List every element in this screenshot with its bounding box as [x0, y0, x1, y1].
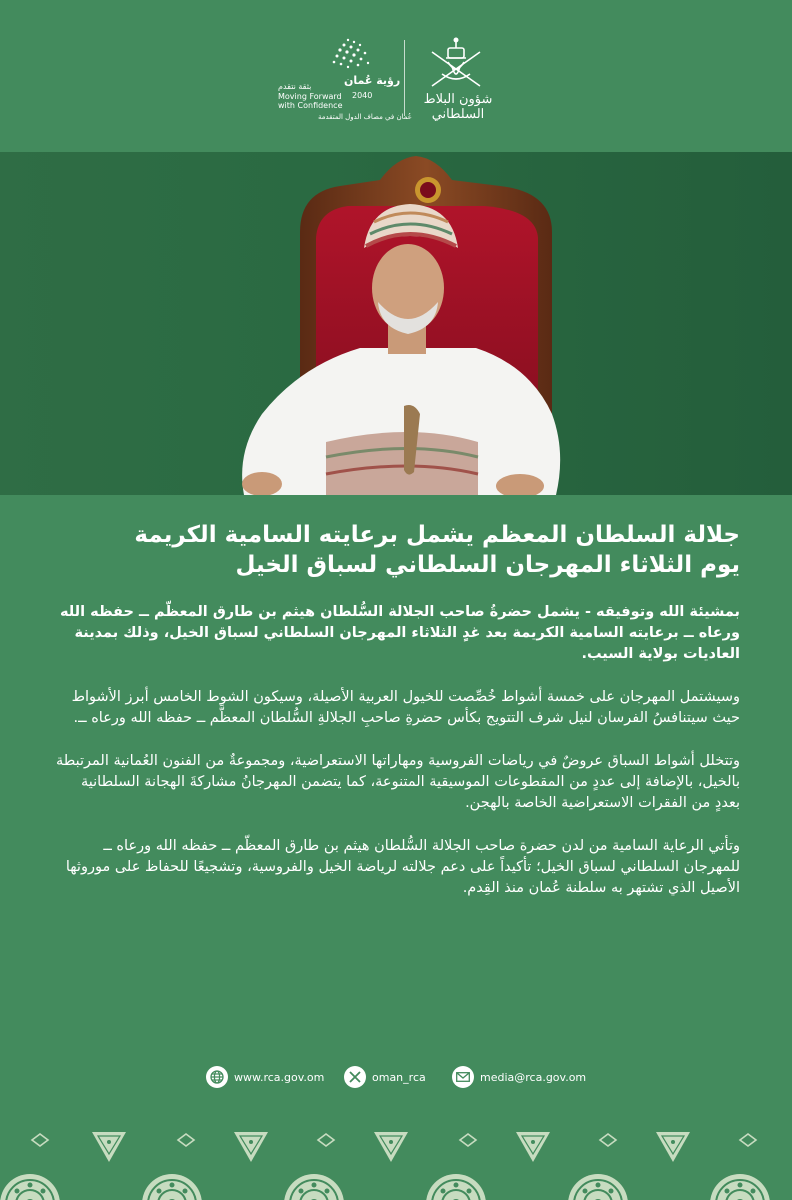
mail-icon [452, 1066, 474, 1088]
paragraph-1: بمشيئة الله وتوفيقه - يشمل حضرةُ صاحب الجلالة السُّلطان هيثم بن طارق المعظّم ــ حفظه الله ورعاه ــ برعايته السامية الكريمة بعد غدٍ الثلاثاء المهرجان السلطاني لسباق الخيل، وذلك بمدينة العاديات بولاية السيب. [59, 604, 740, 662]
paragraph-3: وتتخلل أشواط السباق عروضٌ في رياضات الفروسية ومهاراتها الاستعراضية، ومجموعةٌ من الفنون العُمانية المرتبطة بالخيل، بالإضافة إلى عددٍ من المقطوعات الموسيقية المتنوعة، كما يتضمن المهرجانُ مشاركةَ الهجانة السلطانية بعددٍ من الفقرات الاستعراضية الخاصة بالهجن. [55, 753, 740, 811]
globe-icon [206, 1066, 228, 1088]
crest-icon [418, 34, 494, 94]
crest-caption: شؤون البلاط السلطاني [423, 92, 493, 122]
website-text: www.rca.gov.om [234, 1070, 325, 1084]
vision-year: 2040 [352, 91, 373, 100]
email-text: media@rca.gov.om [480, 1070, 587, 1084]
decorative-footer-pattern [0, 1118, 792, 1200]
title-line-2: يوم الثلاثاء المهرجان السلطاني لسباق الخيل [235, 552, 740, 578]
email-link[interactable] [452, 1066, 586, 1088]
header [0, 0, 792, 152]
x-logo-icon [344, 1066, 366, 1088]
sultan-portrait-photo [0, 152, 792, 495]
paragraph-2: وسيشتمل المهرجان على خمسة أشواط خُصِّصت للخيول العربية الأصيلة، وسيكون الشوط الخامس أبرز الأشواط حيث سيتنافسُ الفرسان لنيل شرف التتويج بكأس حضرةِ صاحبِ الجلالةِ السُّلطان المعظَّم ــ حفظه الله ورعاه ــ. [71, 689, 740, 726]
paragraph-4: وتأتي الرعاية السامية من لدن حضرة صاحب الجلالة السُّلطان هيثم بن طارق المعظّم ــ حفظه الله ورعاه ــ للمهرجان السلطاني لسباق الخيل؛ تأكيداً على دعم جلالته لرياضة الخيل والفروسية، وتشجيعًا للحفاظ على موروثها الأصيل الذي تشتهر به سلطنة عُمان منذ القِدم. [65, 838, 740, 896]
vision-tagline-ar: بثقة نتقدم [278, 82, 312, 91]
vision-tagline-en-1: Moving Forward [278, 92, 342, 101]
vision-tagline-en-2: with Confidence [278, 101, 343, 110]
social-text: oman_rca [372, 1070, 426, 1084]
vision-subline: عُمان في مصاف الدول المتقدمة [318, 113, 412, 121]
article-title [30, 520, 762, 580]
article [30, 520, 762, 921]
contact-bar [0, 1064, 792, 1092]
social-link[interactable] [344, 1066, 426, 1088]
portrait-illustration [0, 152, 792, 495]
header-divider [404, 40, 405, 116]
website-link[interactable] [206, 1066, 324, 1088]
title-line-1: جلالة السلطان المعظم يشمل برعايته السامية الكريمة [134, 522, 740, 548]
vision-title: رؤية عُمان [344, 74, 401, 87]
